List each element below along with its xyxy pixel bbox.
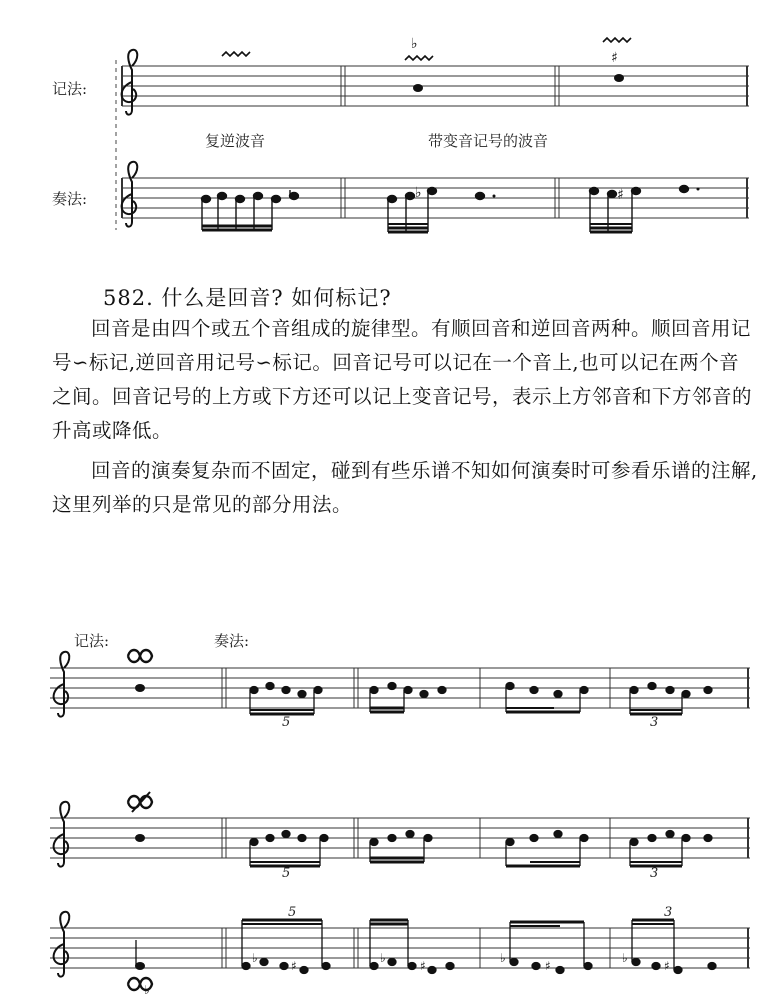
svg-text:♭: ♭ (252, 951, 258, 965)
svg-text:♭: ♭ (500, 951, 506, 965)
turn-with-flat-below-icon (128, 978, 152, 997)
svg-text:♭: ♭ (411, 36, 418, 52)
notation-row-label: 记法: (52, 80, 88, 98)
tuplet-number: 5 (282, 715, 291, 730)
paragraph-1: 回音是由四个或五个音组成的旋律型。有顺回音和逆回音两种。顺回音用记号∽标记,逆回音用记号∽标记。回音记号可以记在一个音上,也可以记在两个音之间。回音记号的上方或下方还可以记上变音记号，表示上方邻音和下方邻音的升高或降低。 (52, 317, 753, 442)
tuplet-number: 3 (650, 866, 659, 881)
question-title: 582. 什么是回音? 如何标记? (103, 286, 392, 310)
notation-staff (122, 66, 749, 106)
svg-text:♭: ♭ (622, 951, 628, 965)
caption-mordent-accidental: 带变音记号的波音 (428, 132, 549, 150)
tuplet-number: 5 (282, 866, 291, 881)
mordent-with-sharp-icon (603, 38, 631, 66)
svg-text:♭: ♭ (415, 185, 422, 201)
turn-example-staff-3 (50, 928, 750, 968)
treble-clef-icon (122, 50, 138, 115)
turn-example-staff-1 (50, 668, 750, 708)
turn-symbol-icon (128, 650, 152, 662)
svg-text:♭: ♭ (380, 951, 386, 965)
tuplet-number: 3 (664, 905, 673, 920)
svg-text:♯: ♯ (545, 959, 551, 973)
svg-text:♭: ♭ (144, 983, 150, 997)
inverted-turn-symbol-icon (128, 792, 152, 812)
question-body (52, 312, 758, 522)
paragraph-2: 回音的演奏复杂而不固定，碰到有些乐谱不知如何演奏时可参看乐谱的注解,这里列举的只是常见的部分用法。 (52, 459, 758, 516)
performance-row-label: 奏法: (52, 190, 88, 208)
performance-notes-measure-3 (590, 186, 700, 233)
turn-performance-label: 奏法: (214, 632, 250, 650)
performance-notes-measure-1 (202, 190, 299, 230)
svg-text:♯: ♯ (420, 959, 426, 973)
tuplet-number: 3 (650, 715, 659, 730)
svg-text:♯: ♯ (664, 959, 670, 973)
mordent-with-flat-icon (405, 36, 433, 60)
svg-text:♯: ♯ (291, 959, 297, 973)
turn-notation-label: 记法: (74, 632, 110, 650)
mordent-symbol-icon (222, 52, 250, 56)
turn-example-staff-2 (50, 818, 750, 858)
performance-staff (122, 178, 749, 218)
caption-inverted-mordent: 复逆波音 (205, 132, 266, 150)
svg-text:♯: ♯ (611, 50, 618, 66)
tuplet-number: 5 (288, 905, 297, 920)
svg-text:♯: ♯ (617, 187, 624, 203)
